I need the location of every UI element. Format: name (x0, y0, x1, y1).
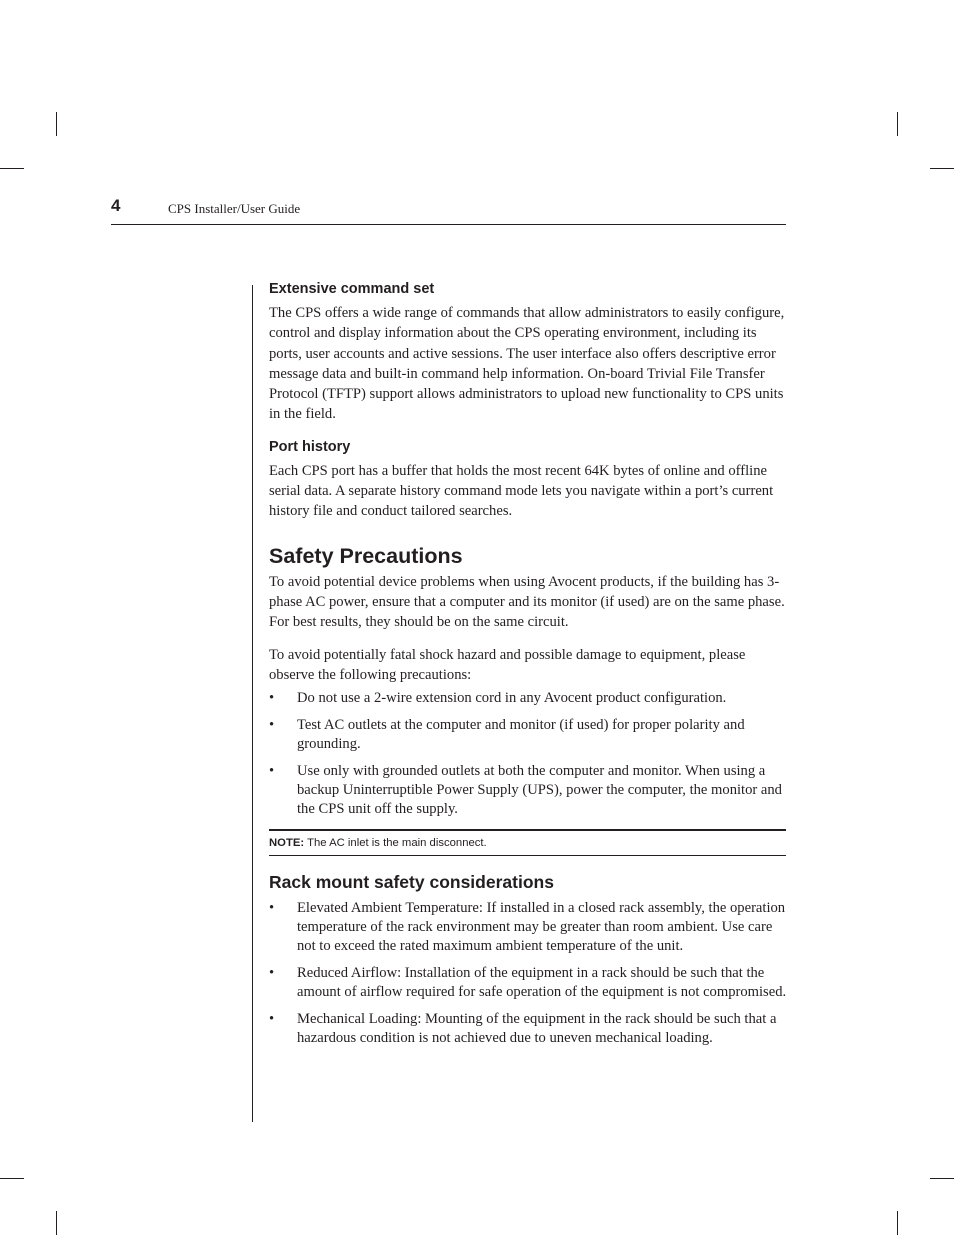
note-box (269, 829, 786, 856)
list-item-text: Test AC outlets at the computer and monitor (if used) for proper polarity and grounding. (297, 717, 745, 753)
crop-mark (897, 1211, 898, 1235)
crop-mark (56, 1211, 57, 1235)
bullet-glyph: • (269, 690, 275, 707)
crop-mark (930, 168, 954, 169)
crop-mark (0, 1178, 24, 1179)
safety-bullet-list (269, 689, 789, 819)
command-set-body: The CPS offers a wide range of commands that allow administrators to easily configure, control and display information about the CPS operating environment, including its ports, user accounts and active sessions. The user interface also offers descriptive error message data and built-in command help information. On-board Trivial File Transfer Protocol (TFTP) support allows administrators to upload new functionality to CPS units in the field. (269, 305, 785, 423)
crop-mark (930, 1178, 954, 1179)
list-item-text: Reduced Airflow: Installation of the equipment in a rack should be such that the amount of airflow required for safe operation of the equipment is not compromised. (297, 965, 787, 1001)
rack-bullet-list (269, 899, 789, 1048)
safety-para-2: To avoid potentially fatal shock hazard and possible damage to equipment, please observe the following precautions: (269, 646, 746, 683)
port-history-body: Each CPS port has a buffer that holds the most recent 64K bytes of online and offline serial data. A separate history command mode lets you navigate within a port’s current history file and conduct tailored searches. (269, 462, 774, 520)
page-content (269, 279, 789, 1056)
list-item-text: Mechanical Loading: Mounting of the equipment in the rack should be such that a hazardous condition is not achieved due to uneven mechanical loading. (297, 1011, 777, 1047)
rack-mount-heading: Rack mount safety considerations (269, 872, 554, 893)
bullet-glyph: • (269, 717, 275, 734)
header-rule (111, 224, 786, 225)
safety-para-1: To avoid potential device problems when using Avocent products, if the building has 3-phase AC power, ensure that a computer and its monitor (if used) are on the same phase. For best results, they should be on the same circuit. (269, 573, 785, 631)
bullet-glyph: • (269, 965, 275, 982)
note-text: The AC inlet is the main disconnect. (307, 837, 487, 850)
list-item (269, 1010, 789, 1048)
safety-precautions-heading: Safety Precautions (269, 543, 463, 568)
page-number: 4 (111, 196, 121, 215)
bullet-glyph: • (269, 763, 275, 780)
list-item (269, 716, 789, 754)
port-history-heading: Port history (269, 438, 351, 455)
crop-mark (0, 168, 24, 169)
list-item-text: Do not use a 2-wire extension cord in any Avocent product configuration. (297, 690, 727, 707)
list-item (269, 689, 789, 708)
crop-mark (56, 112, 57, 136)
bullet-glyph: • (269, 900, 275, 917)
command-set-heading: Extensive command set (269, 281, 435, 297)
margin-rule (252, 285, 253, 1122)
note-label: NOTE: (269, 837, 305, 850)
list-item (269, 964, 789, 1002)
list-item (269, 899, 789, 956)
list-item (269, 762, 789, 819)
list-item-text: Elevated Ambient Temperature: If installed in a closed rack assembly, the operation temperature of the rack environment may be greater than room ambient. Use care not to exceed the rated maximum ambient temperature of the unit. (297, 900, 786, 955)
crop-mark (897, 112, 898, 136)
list-item-text: Use only with grounded outlets at both the computer and monitor. When using a backup Uninterruptible Power Supply (UPS), power the computer, the monitor and the CPS unit off the supply. (297, 763, 782, 818)
running-title: CPS Installer/User Guide (168, 201, 301, 216)
bullet-glyph: • (269, 1011, 275, 1028)
